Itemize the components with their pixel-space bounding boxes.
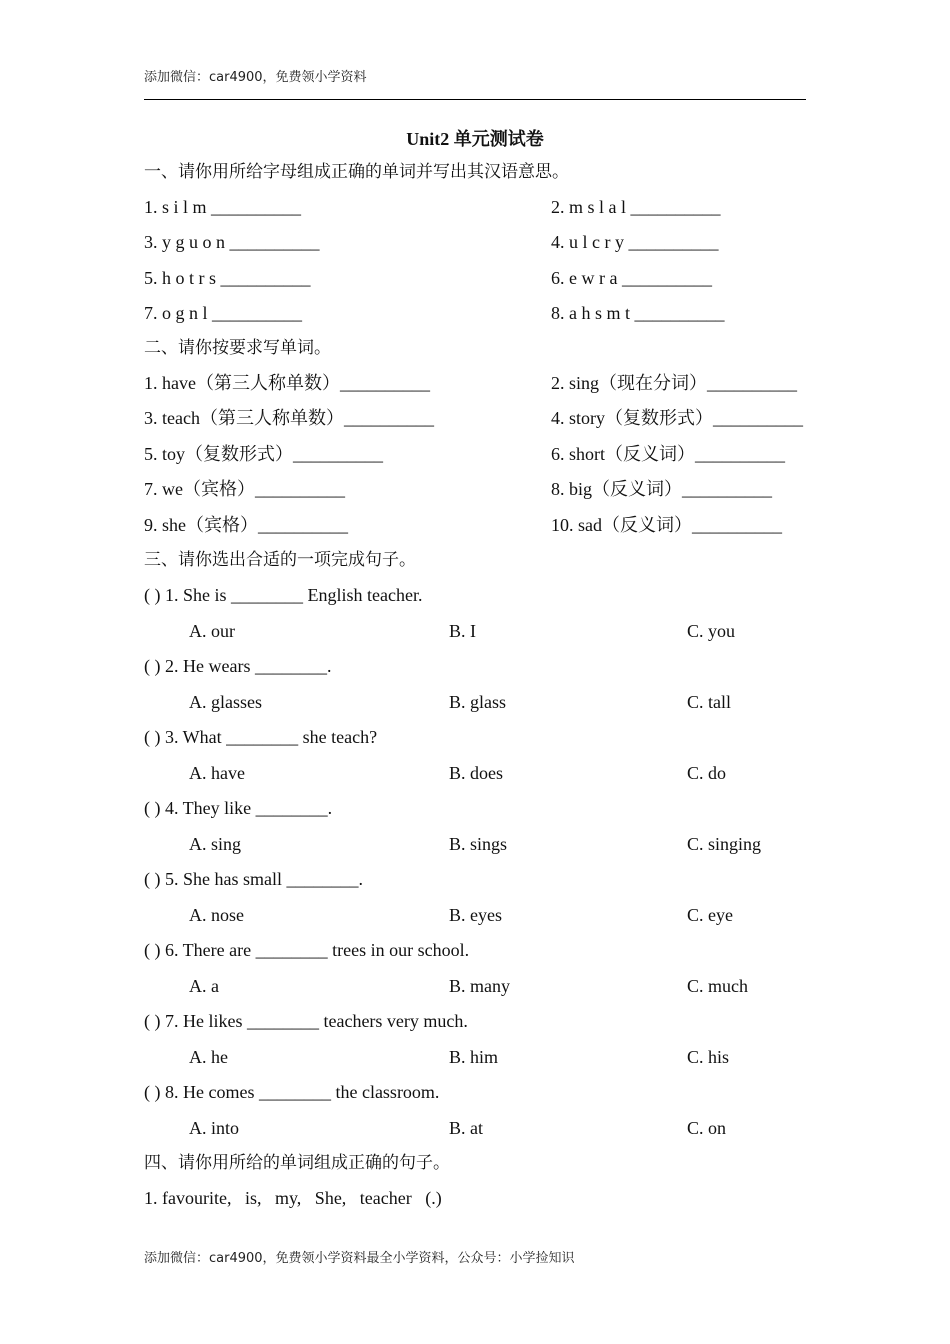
s1-item-1: 1. s i l m __________	[144, 197, 302, 217]
s3-q3-option-c: C. do	[687, 763, 727, 783]
s2-item-2: 2. sing（现在分词）__________	[551, 373, 798, 393]
s1-item-8: 8. a h s m t __________	[551, 303, 725, 323]
s3-question-4: ( ) 4. They like ________.	[144, 798, 333, 818]
s3-q4-option-c: C. singing	[687, 834, 762, 854]
s3-q8-option-a: A. into	[189, 1118, 240, 1138]
s2-item-8: 8. big（反义词）__________	[551, 479, 773, 499]
s3-q7-option-c: C. his	[687, 1047, 730, 1067]
s2-item-5: 5. toy（复数形式）__________	[144, 444, 384, 464]
s1-item-3: 3. y g u o n __________	[144, 232, 320, 252]
s2-item-4: 4. story（复数形式）__________	[551, 408, 803, 428]
s3-question-7: ( ) 7. He likes ________ teachers very much.	[144, 1011, 468, 1031]
s2-item-3: 3. teach（第三人称单数）__________	[144, 408, 434, 428]
s1-item-2: 2. m s l a l __________	[551, 197, 721, 217]
s3-q1-option-c: C. you	[687, 621, 736, 641]
section3-heading: 三、请你选出合适的一项完成句子。	[144, 550, 416, 570]
section2-heading: 二、请你按要求写单词。	[144, 338, 331, 358]
s1-item-4: 4. u l c r y __________	[551, 232, 719, 252]
s3-q8-option-c: C. on	[687, 1118, 727, 1138]
s3-q2-option-b: B. glass	[449, 692, 507, 712]
s2-item-1: 1. have（第三人称单数）__________	[144, 373, 430, 393]
s3-question-5: ( ) 5. She has small ________.	[144, 869, 363, 889]
s1-item-5: 5. h o t r s __________	[144, 268, 311, 288]
s3-question-6: ( ) 6. There are ________ trees in our school.	[144, 940, 470, 960]
s3-q7-option-b: B. him	[449, 1047, 499, 1067]
s2-item-9: 9. she（宾格）__________	[144, 515, 348, 535]
s3-q8-option-b: B. at	[449, 1118, 483, 1138]
s3-q2-option-c: C. tall	[687, 692, 731, 712]
s3-question-8: ( ) 8. He comes ________ the classroom.	[144, 1082, 440, 1102]
s1-item-7: 7. o g n l __________	[144, 303, 303, 323]
s3-q5-option-a: A. nose	[189, 905, 244, 925]
s3-q5-option-c: C. eye	[687, 905, 733, 925]
s3-q5-option-b: B. eyes	[449, 905, 502, 925]
s3-q3-option-b: B. does	[449, 763, 503, 783]
s3-question-3: ( ) 3. What ________ she teach?	[144, 727, 378, 747]
s3-q6-option-a: A. a	[189, 976, 219, 996]
s2-item-7: 7. we（宾格）__________	[144, 479, 345, 499]
s3-question-2: ( ) 2. He wears ________.	[144, 656, 332, 676]
s2-item-6: 6. short（反义词）__________	[551, 444, 785, 464]
s4-item-1: 1. favourite, is, my, She, teacher (.)	[144, 1188, 442, 1208]
header-rule	[144, 99, 806, 100]
s2-item-10: 10. sad（反义词）__________	[551, 515, 782, 535]
s3-q4-option-a: A. sing	[189, 834, 242, 854]
s3-q6-option-b: B. many	[449, 976, 510, 996]
s1-item-6: 6. e w r a __________	[551, 268, 712, 288]
page-title: Unit2 单元测试卷	[406, 129, 544, 149]
section4-heading: 四、请你用所给的单词组成正确的句子。	[144, 1153, 450, 1173]
s3-q3-option-a: A. have	[189, 763, 245, 783]
s3-q7-option-a: A. he	[189, 1047, 228, 1067]
s3-q1-option-b: B. I	[449, 621, 476, 641]
header-note: 添加微信：car4900，免费领小学资料	[144, 70, 367, 85]
s3-q4-option-b: B. sings	[449, 834, 508, 854]
s3-q2-option-a: A. glasses	[189, 692, 262, 712]
s3-question-1: ( ) 1. She is ________ English teacher.	[144, 585, 423, 605]
s3-q1-option-a: A. our	[189, 621, 235, 641]
s3-q6-option-c: C. much	[687, 976, 748, 996]
footer-note: 添加微信：car4900，免费领小学资料最全小学资料，公众号：小学捡知识	[144, 1251, 575, 1266]
section1-heading: 一、请你用所给字母组成正确的单词并写出其汉语意思。	[144, 162, 569, 182]
